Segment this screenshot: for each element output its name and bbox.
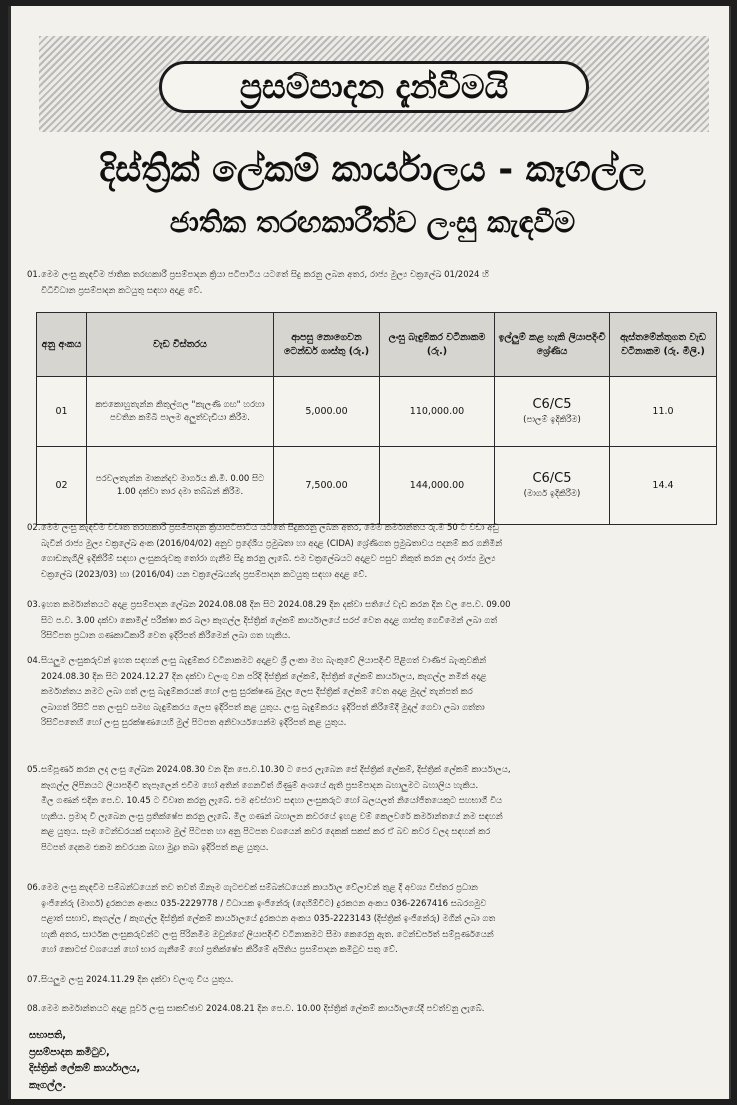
paragraph-number: 04. [27, 656, 41, 666]
row-grade-category: (පාලම් ඉදිකිරීම) [523, 415, 581, 425]
paragraph-number: 02. [27, 523, 41, 533]
paragraph-line: ඉහත කර්මාන්තයට අදාළ ප්‍රසම්පාදන ලේඛන 2024.08.08 දින සිට 2024.08.29 දින දක්වා සතියේ වැඩ කරන දින වල පෙ.ව. 09.00 [41, 600, 511, 610]
row-bid-bond: 144,000.00 [380, 447, 495, 525]
row-grade: C6/C5 [532, 397, 572, 412]
paragraph-line: ලබාගත් රිසිට් පත ලංසුව සමඟ බැඳුම්කරය ලෙස ඉදිරිපත් කළ යුතුය. ලංසු බැඳුම්කරය ඉදිරිපත් කිරීමේදී මුදල් ගෙවා ලබා ගත්තා [41, 702, 485, 713]
paragraph-number: 07. [27, 975, 41, 985]
row-grade-category: (මාර්ග ඉදිකිරීම) [523, 489, 581, 499]
paragraph-number: 05. [27, 765, 41, 775]
paragraph-line: 2024.08.30 දින සිට 2024.12.27 දින දක්වා වලංගු වන පරිදි දිස්ත්‍රික් ලේකම්, දිස්ත්‍රික් ලේකම් කාර්යාලය, කෑගල්ල නමින් අදාළ [41, 671, 487, 682]
row-tender-fee: 7,500.00 [274, 447, 380, 525]
header-registration-grade: ඉල්ලුම් කළ හැකි ලියාපදිංචි ශ්‍රේණිය [495, 313, 610, 377]
paragraph-08 [27, 1002, 731, 1018]
paragraph-line: කර්මාන්තය නමට ලබා ගත් ලංසු බැඳුම්කරයක් හෝ ලංසු සුරක්ෂණ මුදල ලෙස දිස්ත්‍රික් ලේකම් වෙත අදාළ මුදල් තැන්පත් කර [41, 687, 473, 697]
paragraph-line: කෑගල්ල ලිපිනයට ලියාපදිංචි තැපෑලෙන් එවීම හෝ අතින් ගෙනවිත් ගිණුම් අංශයේ ඇති ප්‍රසම්පාදන බහාලුමට බහාලිය හැකිය. [41, 780, 479, 791]
header-serial-no: අනු අංකය [37, 313, 87, 377]
paragraph-number: 01. [27, 270, 41, 280]
paragraph-line: ගොඩනැගිලි ඉදිකිරීම් සඳහා ලංසුකරුවකු තෝරා ගැනීම සිදු කරනු ලැබේ. එම චක්‍රලේඛයට අදාළව පසුව නිකුත් කරන ලද රාජ්‍ය මුල්‍ය [41, 554, 496, 564]
paragraph-line: මෙම කර්මාන්තයට අදාළ පූර්ව ලංසු සාකච්ඡාව 2024.08.21 දින පෙ.ව. 10.00 දිස්ත්‍රික් ලේකම් කාර්යාලයේදී පවත්වනු ලැබේ. [41, 1004, 485, 1014]
paragraph-line: හැකි අතර, සාර්ථක ලංසුකරුවන්ට ලංසු පිරිනමීම ඔවුන්ගේ ලියාපදිංචි වටිනාකමට සීමා කෙරෙනු ඇත. ටෙන්ඩර්පත් සම්පූර්ණයෙන් [41, 929, 494, 940]
header-banner [39, 36, 709, 132]
row-estimate: 14.4 [610, 447, 717, 525]
paragraph-number: 06. [27, 883, 41, 893]
row-grade-cell [495, 377, 610, 447]
row-number: 02 [37, 447, 87, 525]
paragraph-line: කළ යුතුය. සෑම ටෙන්ඩරයක් සඳහාම මුල් පිටපත හා අනු පිටපත වශයෙන් කවර දෙකක් සකස් කර ඒ බව කවර වලද සඳහන් කර [41, 827, 491, 837]
notice-title: ජාතික තරඟකාරීත්ව ලංසු කැඳවීම [169, 205, 576, 239]
header-estimate: ඇස්තමේන්තුගත වැඩ වටිනාකම (රු. මිලි.) [610, 313, 717, 377]
paragraph-05 [27, 763, 731, 856]
paragraph-line: රිසිට්පතෙහි හෝ ලංසු සුරක්ෂණයෙහි මුල් පිටපත අනිවාර්යයෙන්ම ඉදිරිපත් කළ යුතුය. [41, 718, 347, 728]
paragraph-04 [27, 654, 731, 732]
paragraph-line: සම්පූර්ණ කරන ලද ලංසු ලේඛන 2024.08.30 වන දින පෙ.ව.10.30 ට පෙර ලැබෙන සේ දිස්ත්‍රික් ලේකම්, දිස්ත්‍රික් ලේකම් කාර්යාලය, [41, 765, 511, 775]
paragraph-line: සියලුම ලංසු 2024.11.29 දින දක්වා වලංගු විය යුතුය. [41, 975, 234, 985]
signature-line: කෑගල්ල. [29, 1079, 67, 1091]
row-grade-cell [495, 447, 610, 525]
row-bid-bond: 110,000.00 [380, 377, 495, 447]
paragraph-line: බැවින් රාජ්‍ය මුල්‍ය චක්‍රලේඛ අංක (2016/04/02) අනුව ප්‍රදේශීය ප්‍රමුඛතා හා අදාළ (CIDA) ශ්‍රේණිගත ප්‍රමුඛතාවය පදනම් කර ගනිමින් [41, 538, 503, 549]
header-bid-bond: ලංසු බැඳුම්කර වටිනාකම (රු.) [380, 313, 495, 377]
paragraph-line: මෙම ලංසු කැඳවීම විවෘත තරඟකාරී ප්‍රසම්පාදන ක්‍රියාපටිපාටිය යටතේ සිදුකරනු ලබන අතර, මෙම කර්මාන්තය රු.මි 50 ට වඩා අඩු [41, 523, 499, 533]
notice-page [8, 6, 731, 1099]
signature-line: සභාපති, [29, 1030, 67, 1041]
paragraph-line: ඉංජිනේරු (මාර්ග) දුරකථන අංකය 035-2229778 / විධායක ඉංජිනේරු (දෙහිඕවිට) දුරකථන අංකය 036-2267416 සබරගමුව [41, 898, 487, 909]
paragraph-line: සියලුම ලංසුකරුවන් ඉහත සඳහන් ලංසු බැඳුම්කර වටිනාකමට අදාළව ශ්‍රී ලංකා මහ බැංකුවේ ලියාපදිංචි පිළිගත් වාණිජ බැංකුවකින් [41, 656, 487, 666]
paragraph-line: විධිවිධාන ප්‍රසම්පාදන කටයුතු සඳහා අදාළ වේ. [41, 285, 203, 296]
paragraph-number: 03. [27, 600, 41, 610]
row-description: පරවලතැන්න මාකන්දව මාර්ගය කි.මී. 0.00 සිට 1.00 දක්වා තාර දමා තබ්බන් කිරීම. [87, 447, 274, 525]
header-work-description: වැඩ විස්තරය [87, 313, 274, 377]
paragraph-line: මෙම ලංසු කැඳවීම ජාතික තරඟකාරී ප්‍රසම්පාදන ක්‍රියා පටිපාටිය යටතේ සිදු කරනු ලබන අතර, රාජ්‍ය මුල්‍ය චක්‍රලේඛ 01/2024 හි [41, 270, 489, 280]
paragraph-line: සිට ප.ව. 3.00 දක්වා කොමිල් පරීක්ෂා කර බලා කෑගල්ල දිස්ත්‍රික් ලේකම් කාර්යාලයේ සරප් වෙත අදාළ ගාස්තු ගෙවීමෙන් ලබා ගත් [41, 615, 498, 626]
tender-table [36, 312, 717, 525]
table-row [37, 377, 717, 447]
paragraph-03 [27, 598, 731, 645]
signature-line: ප්‍රසම්පාදන කමිටුව, [29, 1046, 110, 1058]
paragraph-line: හෝ කොටස් වශයෙන් හෝ භාර ගැනීමේ හෝ ප්‍රතික්ෂේප කිරීමේ අයිතිය ප්‍රසම්පාදන කමිටුව සතු වේ. [41, 945, 398, 955]
paragraph-line: චක්‍රලේඛ (2023/03) හා (2016/04) යන චක්‍රලේඛයන්ද ප්‍රසම්පාදන කටයුතු සඳහා අදාළ වේ. [41, 569, 368, 580]
paragraph-02 [27, 521, 731, 583]
row-description: කළුකොහුතැන්න කිතුල්ගල "කැලණි ගඟ" හරහා පවතින කම්බි පාලම අලුත්වැඩියා කිරීම. [87, 377, 274, 447]
table-row [37, 447, 717, 525]
paragraph-line: හැකිය. ප්‍රමාද වී ලැබෙන ලංසු ප්‍රතික්ෂේප කරනු ලැබේ. මිල ගණන් බහාලන කවරයේ ඉහළ වම් කෙලවරේ කර්මාන්තයේ නම සඳහන් [41, 811, 503, 822]
row-tender-fee: 5,000.00 [274, 377, 380, 447]
paragraph-07 [27, 973, 731, 989]
paragraph-line: මෙම ලංසු කැඳවීම සම්බන්ධයෙන් තව තවත් ඕනෑම ගැටළුවක් සම්බන්ධයෙන් කාර්යාල වේලාවන් තුළ දී අවශ්‍ය විස්තර ප්‍රධාන [41, 883, 478, 893]
signature-line: දිස්ත්‍රික් ලේකම් කාර්යාලය, [29, 1063, 141, 1074]
paragraph-line: පළාත් සභාව, කෑගල්ල / කෑගල්ල දිස්ත්‍රික් ලේකම් කාර්යාලයේ දුරකථන අංකය 035-2223143 (දිස්ත්‍රික් ඉංජිනේරු) මගින් ලබා ගත [41, 914, 496, 924]
header-tender-fee: ආපසු නොගෙවන ටෙන්ඩර් ගාස්තු (රු.) [274, 313, 380, 377]
row-grade: C6/C5 [532, 471, 572, 486]
banner-title: ප්‍රසම්පාදන දැන්වීමයි [159, 61, 589, 113]
paragraph-line: පිටපත් දෙකම එකම කවරයක බහා මුද්‍රා තබා ඉදිරිපත් කළ යුතුය. [41, 842, 269, 853]
paragraph-01 [27, 268, 731, 299]
table-header-row [37, 313, 717, 377]
row-number: 01 [37, 377, 87, 447]
office-title: දිස්ත්‍රික් ලේකම් කාර්යාලය - කෑගල්ල [99, 149, 646, 190]
row-estimate: 11.0 [610, 377, 717, 447]
paragraph-line: මිල ගණන් එදින පෙ.ව. 10.45 ට විවෘත කරනු ලැබේ. එම අවස්ථාව සඳහා ලංසුකරුට හෝ බලයලත් නියෝජිතයෙකුට සහභාගී විය [41, 796, 503, 806]
signature-block [29, 1028, 140, 1094]
paragraph-line: රිසිට්පත ප්‍රධාන ගණකාධිකාරී වෙත ඉදිරිපත් කිරීමෙන් ලබා ගත හැකිය. [41, 631, 291, 641]
paragraph-06 [27, 881, 731, 959]
paragraph-number: 08. [27, 1004, 41, 1014]
